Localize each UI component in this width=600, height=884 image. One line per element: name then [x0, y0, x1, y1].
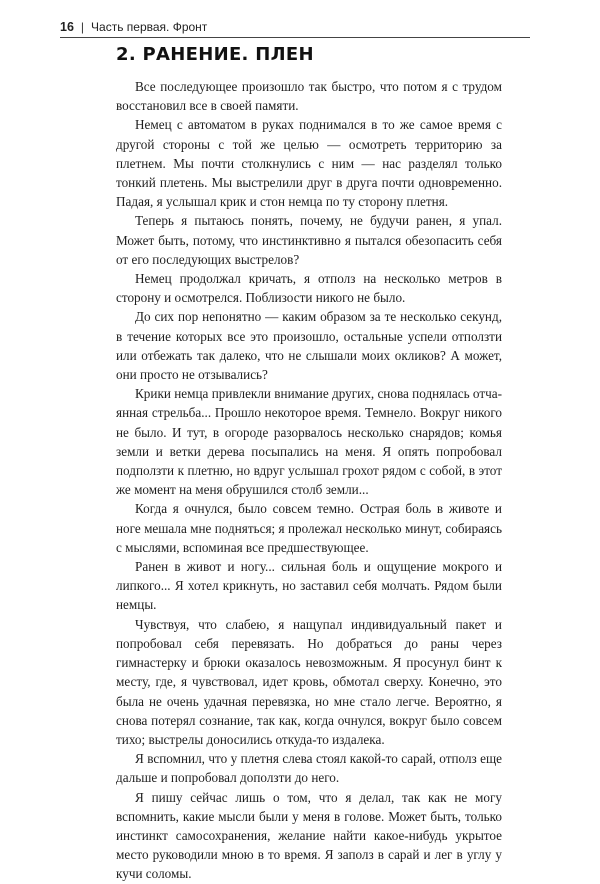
- page-number: 16: [60, 20, 74, 34]
- paragraph: Ранен в живот и ногу... сильная боль и ощущение мокрого и липкого... Я хотел крикнуть, но заставил себя молчать. Рядом были немцы.: [116, 559, 502, 613]
- paragraph: Я вспомнил, что у плетня слева стоял какой-то сарай, отполз еще дальше и попробовал доползти до него.: [116, 751, 502, 786]
- paragraph: Теперь я пытаюсь понять, почему, не будучи ранен, я упал. Может быть, потому, что инстинктивно я пытался обезопасить себя от его последующих выстрелов?: [116, 213, 502, 267]
- header-rule: [60, 37, 530, 38]
- paragraph: Чувствуя, что слабею, я нащупал индивидуальный пакет и попробовал себя перевязать. Но добраться до раны через гимнастерку и брюки оказалось невозможным. Я просунул бинт к месту, где, я чувствовал, идет кровь, обмотал сверху. Конечно, это была не очень удачная перевязка, но мне стало легче. Вероятно, я снова потерял сознание, так как, когда очнулся, вокруг было совсем тихо; выстрелы доносились откуда-то издалека.: [116, 616, 502, 747]
- header-separator: |: [80, 20, 85, 34]
- paragraph: Крики немца привлекли внимание других, снова поднялась отчаянная стрельба... Прошло некоторое время. Темнело. Вокруг никого не было. И тут, в огороде разорвалось несколько снарядов; комья земли и ветки дерева посыпались на меня. Я опять попробовал подползти к плетню, но вдруг услышал грохот рядом с собой, в этот же момент на меня обрушился столб земли...: [116, 386, 502, 498]
- section-title: Часть первая. Фронт: [91, 20, 208, 34]
- paragraph: Немец продолжал кричать, я отполз на несколько метров в сторону и осмотрелся. Поблизости никого не было.: [116, 271, 502, 306]
- paragraph: Когда я очнулся, было совсем темно. Острая боль в животе и ноге мешала мне подняться; я пролежал несколько минут, собираясь с мыслями, вспоминая все предшествующее.: [116, 501, 502, 555]
- paragraph: Немец с автоматом в руках поднимался в то же самое время с другой стороны с той же целью — осмотреть территорию за плетнем. Мы почти столкнулись с ним — нас разделял только тонкий плетень. Мы выстрелили друг в друга почти одновременно. Падая, я услышал крик и стон немца по ту сторону плетня.: [116, 117, 502, 210]
- paragraph: Все последующее произошло так быстро, что потом я с трудом восстановил все в своей памяти.: [116, 79, 502, 114]
- paragraph: До сих пор непонятно — каким образом за те несколько секунд, в течение которых все это произошло, остальные успели отползти или отбежать так далеко, что не слышали моих окликов? А может, они просто не отзывались?: [116, 309, 502, 383]
- paragraph: Я пишу сейчас лишь о том, что я делал, так как не могу вспомнить, какие мысли были у меня в голове. Может быть, только инстинкт самосохранения, желание найти какое-нибудь укрытое место руководили мною в то время. Я заполз в сарай и лег в углу у кучи соломы.: [116, 789, 502, 882]
- running-head: [60, 16, 530, 38]
- chapter-title: 2. РАНЕНИЕ. ПЛЕН: [116, 44, 314, 65]
- body-text: [116, 77, 502, 884]
